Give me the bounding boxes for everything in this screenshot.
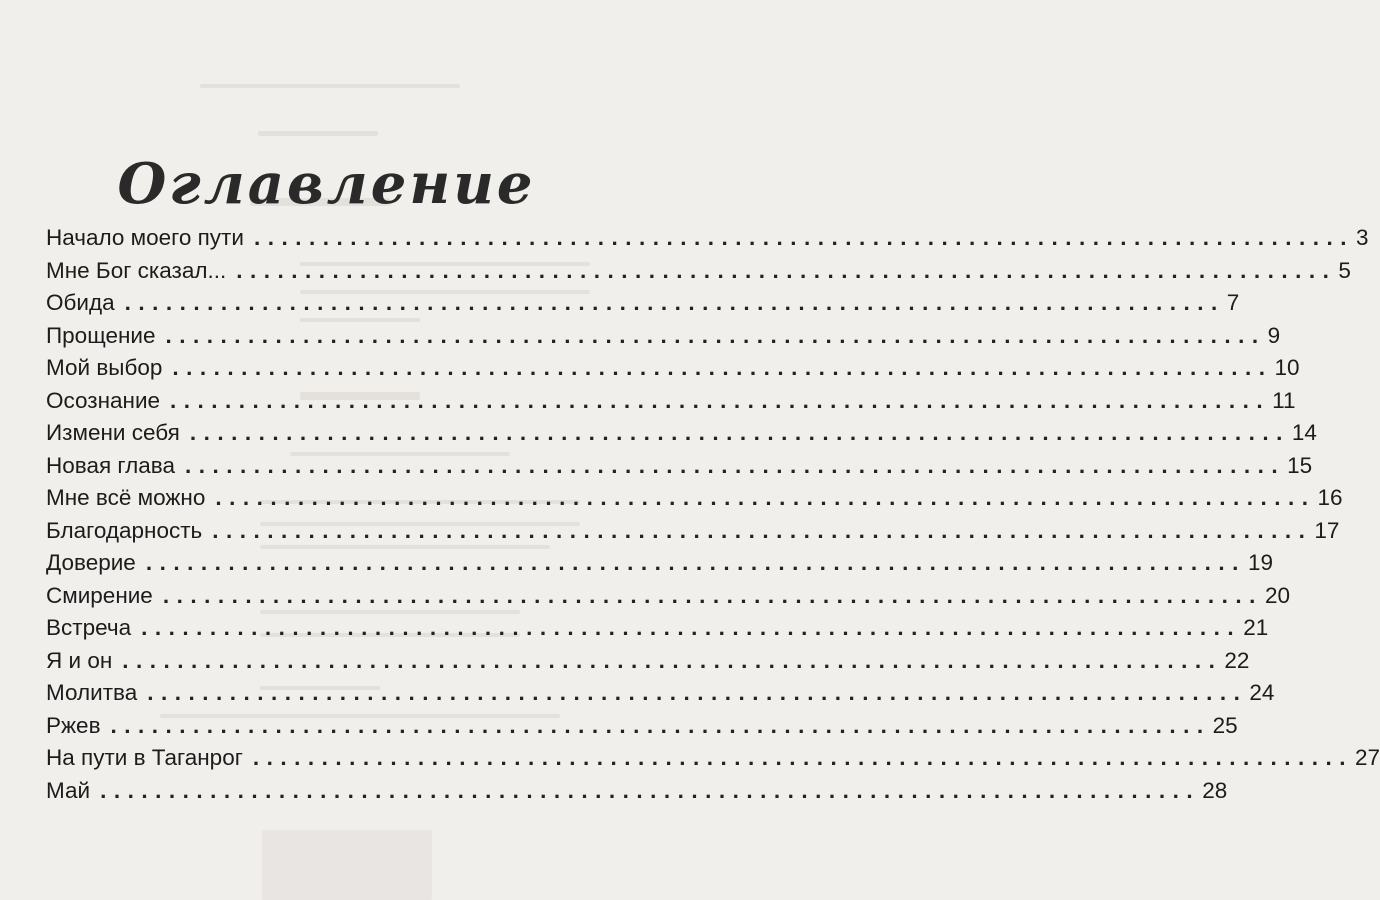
toc-entry (46, 742, 1380, 775)
toc-entry-title: Май (46, 777, 91, 803)
dot-leader: ................................................................................ (145, 550, 1246, 575)
toc-entry (46, 612, 1269, 645)
toc-entry-page-number: 16 (1317, 485, 1343, 510)
toc-entry-title: Прощение (46, 322, 156, 348)
dot-leader: ................................................................................ (236, 257, 1337, 283)
dot-leader: ................................................................................ (122, 647, 1223, 673)
dot-leader: ................................................................................ (165, 322, 1266, 348)
toc-entry-title: Мне Бог сказал... (46, 257, 227, 283)
dot-leader: ................................................................................ (147, 680, 1248, 705)
toc-entry-page-number: 14 (1291, 420, 1317, 445)
toc-entry-page-number: 19 (1247, 550, 1273, 575)
toc-entry (46, 417, 1317, 450)
toc-entry-page-number: 28 (1202, 777, 1228, 803)
toc-entry (46, 515, 1340, 548)
toc-entry-title: Мой выбор (46, 355, 163, 380)
toc-entry (46, 482, 1343, 515)
toc-entry-page-number: 27 (1355, 745, 1380, 770)
dot-leader: ................................................................................ (212, 517, 1313, 543)
dot-leader: ................................................................................ (189, 420, 1290, 445)
toc-entry-page-number: 9 (1267, 322, 1281, 348)
show-through-line (258, 131, 378, 136)
toc-entry (46, 222, 1369, 255)
toc-entry-page-number: 11 (1272, 387, 1296, 413)
toc-entry-page-number: 24 (1249, 680, 1275, 705)
toc-entry-title: Начало моего пути (46, 225, 244, 250)
dot-leader: ................................................................................ (110, 712, 1211, 738)
toc-entry (46, 352, 1300, 385)
toc-entry (46, 320, 1281, 353)
toc-entry-title: Встреча (46, 615, 132, 640)
toc-entry (46, 677, 1275, 710)
toc-entry-title: Обида (46, 290, 115, 315)
toc-entry-title: Ржев (46, 712, 101, 738)
toc-entry-title: На пути в Таганрог (46, 745, 243, 770)
toc-entry-page-number: 10 (1274, 355, 1300, 380)
dot-leader: ................................................................................ (172, 355, 1273, 380)
toc-entry-title: Доверие (46, 550, 136, 575)
toc-entry-page-number: 21 (1243, 615, 1269, 640)
toc-entry-title: Я и он (46, 647, 113, 673)
dot-leader: ................................................................................ (100, 777, 1201, 803)
show-through-block (262, 830, 432, 900)
toc-entry (46, 450, 1313, 483)
toc-entry-page-number: 17 (1314, 517, 1340, 543)
dot-leader: ................................................................................ (253, 225, 1355, 250)
toc-entry (46, 255, 1351, 288)
toc-entry-page-number: 5 (1338, 257, 1351, 283)
toc-entry-title: Осознание (46, 387, 161, 413)
toc-entry (46, 645, 1250, 678)
toc-entry-page-number: 20 (1264, 582, 1290, 608)
toc-entry-page-number: 25 (1212, 712, 1238, 738)
toc-entry-page-number: 15 (1287, 452, 1313, 478)
dot-leader: ................................................................................ (162, 582, 1263, 608)
dot-leader: ................................................................................ (141, 615, 1242, 640)
toc-entry-title: Мне всё можно (46, 485, 206, 510)
toc-entry-title: Измени себя (46, 420, 180, 445)
toc-entry-page-number: 22 (1224, 647, 1250, 673)
dot-leader: ................................................................................ (184, 452, 1286, 478)
toc-entry (46, 385, 1296, 418)
toc-entry-title: Благодарность (46, 517, 203, 543)
dot-leader: ................................................................................ (215, 485, 1316, 510)
toc-entry (46, 710, 1238, 743)
table-of-contents (46, 222, 1380, 807)
dot-leader: ................................................................................ (124, 290, 1225, 315)
dot-leader: ................................................................................ (170, 387, 1271, 413)
toc-entry-page-number: 3 (1356, 225, 1369, 250)
toc-entry-title: Смирение (46, 582, 153, 608)
toc-entry-page-number: 7 (1226, 290, 1240, 315)
dot-leader: ................................................................................ (252, 745, 1354, 770)
toc-entry-title: Молитва (46, 680, 138, 705)
page-title: Оглавление (117, 150, 536, 217)
toc-entry (46, 287, 1240, 320)
show-through-line (200, 84, 460, 88)
toc-entry (46, 775, 1228, 808)
toc-entry (46, 547, 1273, 580)
toc-entry (46, 580, 1290, 613)
toc-entry-title: Новая глава (46, 452, 175, 478)
